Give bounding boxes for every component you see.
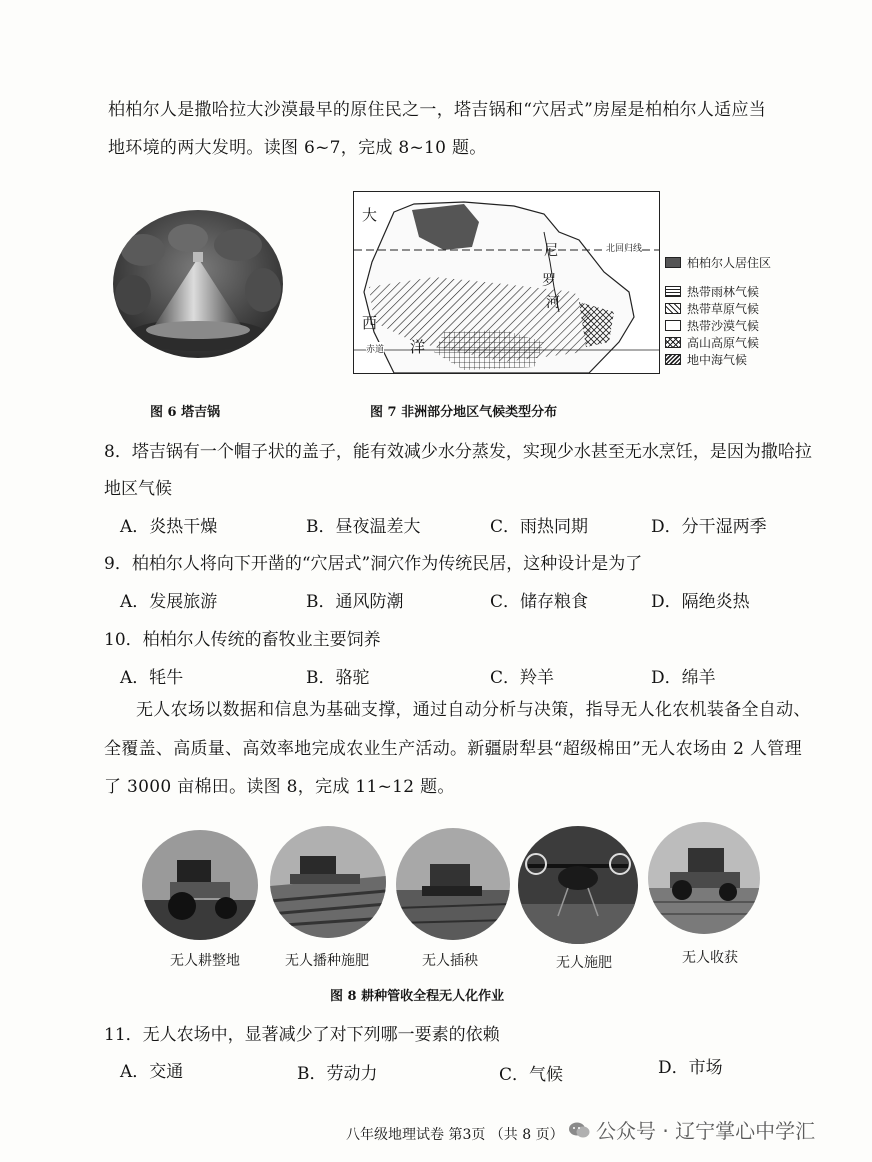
q11-stem: 11．无人农场中，显著减少了对下列哪一要素的依赖 <box>104 1025 500 1045</box>
map-label-equator: 赤道 <box>366 342 384 355</box>
legend-swatch-mediterranean <box>665 354 681 365</box>
intro2-line2: 全覆盖、高质量、高效率地完成农业生产活动。新疆尉犁县“超级棉田”无人农场由 2 人管理 <box>104 739 802 759</box>
fig8-label-tillage: 无人耕整地 <box>170 953 240 969</box>
intro1-line2: 地环境的两大发明。读图 6~7，完成 8~10 题。 <box>108 138 487 158</box>
tagine-photo <box>113 210 283 358</box>
fig8-label-seeding: 无人播种施肥 <box>285 953 369 969</box>
q9-option-c[interactable]: C．储存粮食 <box>490 592 589 612</box>
q8-option-c[interactable]: C．雨热同期 <box>490 517 589 537</box>
q10-option-c[interactable]: C．羚羊 <box>490 668 555 688</box>
legend-item <box>665 283 771 300</box>
q8-stem-line2: 地区气候 <box>104 479 172 499</box>
intro2-line3: 了 3000 亩棉田。读图 8，完成 11~12 题。 <box>104 777 455 797</box>
legend-item <box>665 317 771 334</box>
fig8-label-harvesting: 无人收获 <box>682 950 738 966</box>
intro1-line1: 柏柏尔人是撒哈拉大沙漠最早的原住民之一，塔吉锅和“穴居式”房屋是柏柏尔人适应当 <box>108 100 767 120</box>
q10-stem: 10．柏柏尔人传统的畜牧业主要饲养 <box>104 630 381 650</box>
legend-label: 高山高原气候 <box>687 336 760 350</box>
fig8-label-drone-fertilizing: 无人施肥 <box>556 955 612 971</box>
legend-swatch-desert <box>665 320 681 331</box>
q9-stem: 9．柏柏尔人将向下开凿的“穴居式”洞穴作为传统民居，这种设计是为了 <box>104 554 643 574</box>
q10-option-b[interactable]: B．骆驼 <box>306 668 370 688</box>
q9-option-a[interactable]: A．发展旅游 <box>120 592 218 612</box>
fig8-caption: 图 8 耕种管收全程无人化作业 <box>330 989 505 1004</box>
map-label-tropic: 北回归线 <box>606 241 642 254</box>
fig8-label-transplanting: 无人插秧 <box>422 953 478 969</box>
q8-option-a[interactable]: A．炎热干燥 <box>120 517 218 537</box>
photo-seeding <box>270 826 386 938</box>
legend-item <box>665 351 771 368</box>
fig6-caption: 图 6 塔吉锅 <box>150 405 221 420</box>
map-label-he: 河 <box>546 295 560 311</box>
photo-transplanting <box>396 828 510 940</box>
intro2-line1: 无人农场以数据和信息为基础支撑，通过自动分析与决策，指导无人化农机装备全自动、 <box>136 700 811 720</box>
legend-item <box>665 334 771 351</box>
fig7-caption: 图 7 非洲部分地区气候类型分布 <box>370 405 558 420</box>
legend-label: 热带沙漠气候 <box>687 319 760 333</box>
q9-option-d[interactable]: D．隔绝炎热 <box>651 592 750 612</box>
q11-option-a[interactable]: A．交通 <box>120 1062 184 1082</box>
legend-label: 热带草原气候 <box>687 302 760 316</box>
africa-climate-map <box>353 191 660 374</box>
legend-swatch-highland <box>665 337 681 348</box>
map-label-luo: 罗 <box>542 273 556 289</box>
legend-label: 热带雨林气候 <box>687 285 760 299</box>
page-footer: 八年级地理试卷 第3页 （共 8 页） <box>346 1127 564 1143</box>
legend-swatch-rainforest <box>665 286 681 297</box>
q8-option-d[interactable]: D．分干湿两季 <box>651 517 767 537</box>
q10-option-a[interactable]: A．牦牛 <box>120 668 184 688</box>
legend-item <box>665 300 771 317</box>
watermark-text: 公众号 · 辽宁掌心中学汇 <box>596 1119 816 1143</box>
photo-harvesting <box>648 822 760 934</box>
q8-option-b[interactable]: B．昼夜温差大 <box>306 517 421 537</box>
q11-option-c[interactable]: C．气候 <box>499 1065 564 1085</box>
map-label-yang: 洋 <box>410 338 426 356</box>
map-label-ni: 尼 <box>544 243 558 259</box>
q9-option-b[interactable]: B．通风防潮 <box>306 592 404 612</box>
q11-option-d[interactable]: D．市场 <box>658 1058 723 1078</box>
q8-stem-line1: 8．塔吉锅有一个帽子状的盖子，能有效减少水分蒸发，实现少水甚至无水烹饪，是因为撒哈拉 <box>104 442 812 462</box>
legend-swatch-berber <box>665 257 681 268</box>
legend-label: 地中海气候 <box>687 353 748 367</box>
q10-option-d[interactable]: D．绵羊 <box>651 668 716 688</box>
legend-label: 柏柏尔人居住区 <box>687 256 772 270</box>
watermark <box>568 1115 815 1144</box>
map-legend <box>665 254 771 368</box>
photo-tillage <box>142 830 258 940</box>
photo-drone-fertilizing <box>518 826 638 944</box>
legend-item <box>665 254 771 271</box>
wechat-icon <box>568 1121 590 1139</box>
map-label-da: 大 <box>362 206 378 224</box>
q11-option-b[interactable]: B．劳动力 <box>297 1064 378 1084</box>
map-label-xi: 西 <box>362 314 378 332</box>
legend-swatch-savanna <box>665 303 681 314</box>
